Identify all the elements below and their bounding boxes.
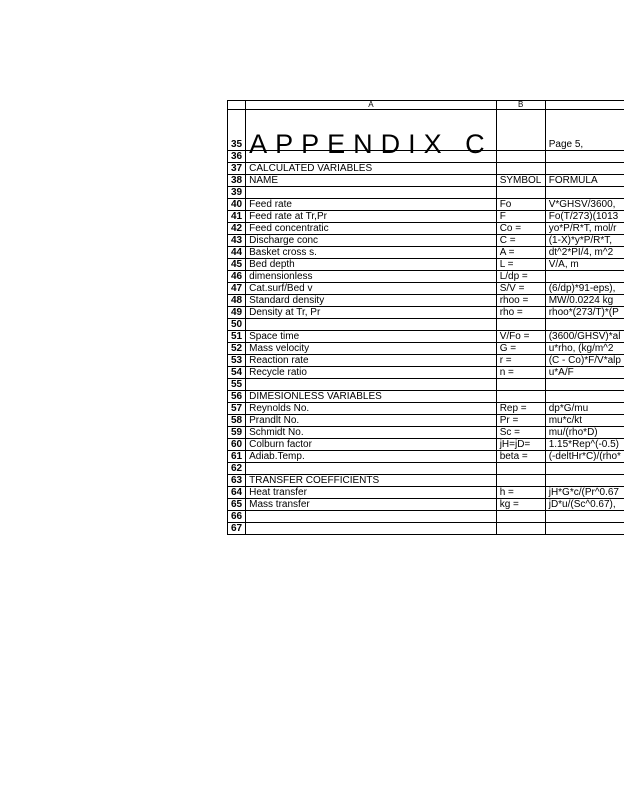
row-number[interactable]: 53 [228, 355, 246, 367]
table-row [228, 319, 624, 331]
cell-symbol[interactable]: Pr = [496, 415, 545, 427]
table-row [228, 163, 624, 175]
cell-name[interactable]: Density at Tr, Pr [246, 307, 497, 319]
cell-name[interactable]: Standard density [246, 295, 497, 307]
cell-symbol[interactable] [496, 523, 545, 535]
cell-symbol[interactable] [496, 319, 545, 331]
cell-formula[interactable]: mu/(rho*D) [545, 427, 624, 439]
row-number[interactable]: 37 [228, 163, 246, 175]
cell-symbol[interactable] [496, 187, 545, 199]
cell-name[interactable]: Reynolds No. [246, 403, 497, 415]
cell-formula[interactable] [545, 511, 624, 523]
table-row [228, 247, 624, 259]
cell-symbol[interactable] [496, 163, 545, 175]
cell-name[interactable]: Feed concentratic [246, 223, 497, 235]
table-row [228, 307, 624, 319]
table-row [228, 379, 624, 391]
cell-name[interactable]: Mass transfer [246, 499, 497, 511]
row-number[interactable]: 51 [228, 331, 246, 343]
cell-name[interactable] [246, 511, 497, 523]
row-number[interactable]: 58 [228, 415, 246, 427]
cell-name[interactable]: Space time [246, 331, 497, 343]
table-row [228, 187, 624, 199]
table-row [228, 295, 624, 307]
cell-formula[interactable] [545, 151, 624, 163]
cell-symbol[interactable]: rho = [496, 307, 545, 319]
cell-formula[interactable] [545, 475, 624, 487]
row-number[interactable]: 64 [228, 487, 246, 499]
row-number[interactable]: 48 [228, 295, 246, 307]
cell-formula[interactable]: (1-X)*y*P/R*T, [545, 235, 624, 247]
cell-symbol[interactable]: n = [496, 367, 545, 379]
table-row [228, 451, 624, 463]
cell-formula[interactable]: mu*c/kt [545, 415, 624, 427]
cell-formula[interactable]: jD*u/(Sc^0.67), [545, 499, 624, 511]
table-row [228, 223, 624, 235]
cell-name[interactable]: APPENDIX C [246, 110, 497, 151]
column-header-row [228, 101, 624, 110]
table-row [228, 259, 624, 271]
row-number[interactable]: 41 [228, 211, 246, 223]
row-number[interactable]: 35 [228, 110, 246, 151]
table-row [228, 511, 624, 523]
cell-symbol[interactable] [496, 511, 545, 523]
table-row [228, 355, 624, 367]
cell-formula[interactable]: rhoo*(273/T)*(P [545, 307, 624, 319]
row-number[interactable]: 63 [228, 475, 246, 487]
spreadsheet-grid [227, 100, 624, 535]
table-row [228, 175, 624, 187]
row-number[interactable]: 67 [228, 523, 246, 535]
column-header-c[interactable] [545, 101, 624, 110]
cell-name[interactable]: Schmidt No. [246, 427, 497, 439]
row-number[interactable]: 45 [228, 259, 246, 271]
cell-name[interactable]: Recycle ratio [246, 367, 497, 379]
cell-formula[interactable] [545, 319, 624, 331]
cell-name[interactable]: Feed rate [246, 199, 497, 211]
table-row [228, 427, 624, 439]
cell-formula[interactable] [545, 391, 624, 403]
cell-name[interactable] [246, 463, 497, 475]
cell-formula[interactable]: Page 5, [545, 110, 624, 151]
cell-name[interactable]: DIMESIONLESS VARIABLES [246, 391, 497, 403]
table-row [228, 331, 624, 343]
cell-name[interactable]: Heat transfer [246, 487, 497, 499]
cell-name[interactable]: Mass velocity [246, 343, 497, 355]
cell-symbol[interactable]: G = [496, 343, 545, 355]
table-row [228, 211, 624, 223]
cell-symbol[interactable] [496, 475, 545, 487]
cell-symbol[interactable]: V/Fo = [496, 331, 545, 343]
row-number[interactable]: 61 [228, 451, 246, 463]
cell-formula[interactable] [545, 379, 624, 391]
cell-name[interactable]: Bed depth [246, 259, 497, 271]
row-number[interactable]: 60 [228, 439, 246, 451]
cell-name[interactable] [246, 319, 497, 331]
row-number[interactable]: 65 [228, 499, 246, 511]
table-row [228, 439, 624, 451]
cell-symbol[interactable]: rhoo = [496, 295, 545, 307]
row-number[interactable]: 38 [228, 175, 246, 187]
table-row [228, 463, 624, 475]
cell-symbol[interactable]: jH=jD= [496, 439, 545, 451]
cell-name[interactable]: NAME [246, 175, 497, 187]
table-row [228, 487, 624, 499]
cell-formula[interactable]: FORMULA [545, 175, 624, 187]
table-row [228, 367, 624, 379]
cell-formula[interactable]: (-deltHr*C)/(rho* [545, 451, 624, 463]
cell-symbol[interactable] [496, 110, 545, 151]
cell-symbol[interactable]: Sc = [496, 427, 545, 439]
cell-formula[interactable]: u*A/F [545, 367, 624, 379]
table-row [228, 391, 624, 403]
sheet-body [228, 101, 624, 535]
cell-formula[interactable]: yo*P/R*T, mol/r [545, 223, 624, 235]
row-number[interactable]: 62 [228, 463, 246, 475]
table-row [228, 475, 624, 487]
column-header-a[interactable]: A [246, 101, 497, 110]
table-row [228, 343, 624, 355]
cell-formula[interactable]: (C - Co)*F/V*alp [545, 355, 624, 367]
cell-symbol[interactable]: L/dp = [496, 271, 545, 283]
cell-formula[interactable]: (3600/GHSV)*al [545, 331, 624, 343]
table-row [228, 499, 624, 511]
table-row [228, 415, 624, 427]
cell-name[interactable]: Reaction rate [246, 355, 497, 367]
cell-formula[interactable]: u*rho, (kg/m^2 [545, 343, 624, 355]
cell-formula[interactable] [545, 463, 624, 475]
row-number[interactable]: 59 [228, 427, 246, 439]
cell-symbol[interactable] [496, 379, 545, 391]
cell-symbol[interactable]: F [496, 211, 545, 223]
cell-symbol[interactable]: Rep = [496, 403, 545, 415]
cell-name[interactable] [246, 187, 497, 199]
row-number[interactable]: 39 [228, 187, 246, 199]
row-number[interactable]: 50 [228, 319, 246, 331]
table-row [228, 110, 624, 151]
cell-symbol[interactable]: h = [496, 487, 545, 499]
column-header-b[interactable]: B [496, 101, 545, 110]
cell-name[interactable]: TRANSFER COEFFICIENTS [246, 475, 497, 487]
cell-symbol[interactable]: kg = [496, 499, 545, 511]
corner-cell[interactable] [228, 101, 246, 110]
table-row [228, 283, 624, 295]
row-number[interactable]: 47 [228, 283, 246, 295]
cell-name[interactable]: Cat.surf/Bed v [246, 283, 497, 295]
row-number[interactable]: 55 [228, 379, 246, 391]
cell-symbol[interactable]: beta = [496, 451, 545, 463]
row-number[interactable]: 56 [228, 391, 246, 403]
row-number[interactable]: 49 [228, 307, 246, 319]
row-number[interactable]: 46 [228, 271, 246, 283]
row-number[interactable]: 40 [228, 199, 246, 211]
cell-formula[interactable]: dp*G/mu [545, 403, 624, 415]
table-row [228, 403, 624, 415]
cell-name[interactable]: CALCULATED VARIABLES [246, 163, 497, 175]
cell-symbol[interactable]: A = [496, 247, 545, 259]
row-number[interactable]: 66 [228, 511, 246, 523]
row-number[interactable]: 43 [228, 235, 246, 247]
cell-symbol[interactable]: r = [496, 355, 545, 367]
cell-name[interactable]: Feed rate at Tr,Pr [246, 211, 497, 223]
cell-name[interactable] [246, 379, 497, 391]
cell-symbol[interactable]: L = [496, 259, 545, 271]
cell-symbol[interactable] [496, 463, 545, 475]
cell-name[interactable]: Colburn factor [246, 439, 497, 451]
cell-formula[interactable]: Fo(T/273)(1013 [545, 211, 624, 223]
row-number[interactable]: 42 [228, 223, 246, 235]
table-row [228, 523, 624, 535]
cell-formula[interactable]: 1.15*Rep^(-0.5) [545, 439, 624, 451]
table-row [228, 235, 624, 247]
cell-symbol[interactable]: SYMBOL [496, 175, 545, 187]
cell-formula[interactable]: (6/dp)*91-eps), [545, 283, 624, 295]
cell-formula[interactable]: dt^2*PI/4, m^2 [545, 247, 624, 259]
cell-name[interactable] [246, 523, 497, 535]
cell-name[interactable]: Basket cross s. [246, 247, 497, 259]
cell-formula[interactable]: V*GHSV/3600, [545, 199, 624, 211]
cell-name[interactable]: Prandlt No. [246, 415, 497, 427]
row-number[interactable]: 57 [228, 403, 246, 415]
cell-symbol[interactable]: S/V = [496, 283, 545, 295]
cell-formula[interactable]: MW/0.0224 kg [545, 295, 624, 307]
row-number[interactable]: 44 [228, 247, 246, 259]
cell-symbol[interactable]: Co = [496, 223, 545, 235]
cell-name[interactable]: dimensionless [246, 271, 497, 283]
cell-symbol[interactable] [496, 151, 545, 163]
cell-formula[interactable]: V/A, m [545, 259, 624, 271]
cell-formula[interactable] [545, 271, 624, 283]
cell-symbol[interactable] [496, 391, 545, 403]
cell-formula[interactable]: jH*G*c/(Pr^0.67 [545, 487, 624, 499]
table-row [228, 199, 624, 211]
table-row [228, 271, 624, 283]
cell-symbol[interactable]: Fo [496, 199, 545, 211]
cell-symbol[interactable]: C = [496, 235, 545, 247]
cell-formula[interactable] [545, 163, 624, 175]
cell-formula[interactable] [545, 187, 624, 199]
row-number[interactable]: 36 [228, 151, 246, 163]
cell-name[interactable]: Adiab.Temp. [246, 451, 497, 463]
row-number[interactable]: 52 [228, 343, 246, 355]
cell-formula[interactable] [545, 523, 624, 535]
row-number[interactable]: 54 [228, 367, 246, 379]
cell-name[interactable]: Discharge conc [246, 235, 497, 247]
